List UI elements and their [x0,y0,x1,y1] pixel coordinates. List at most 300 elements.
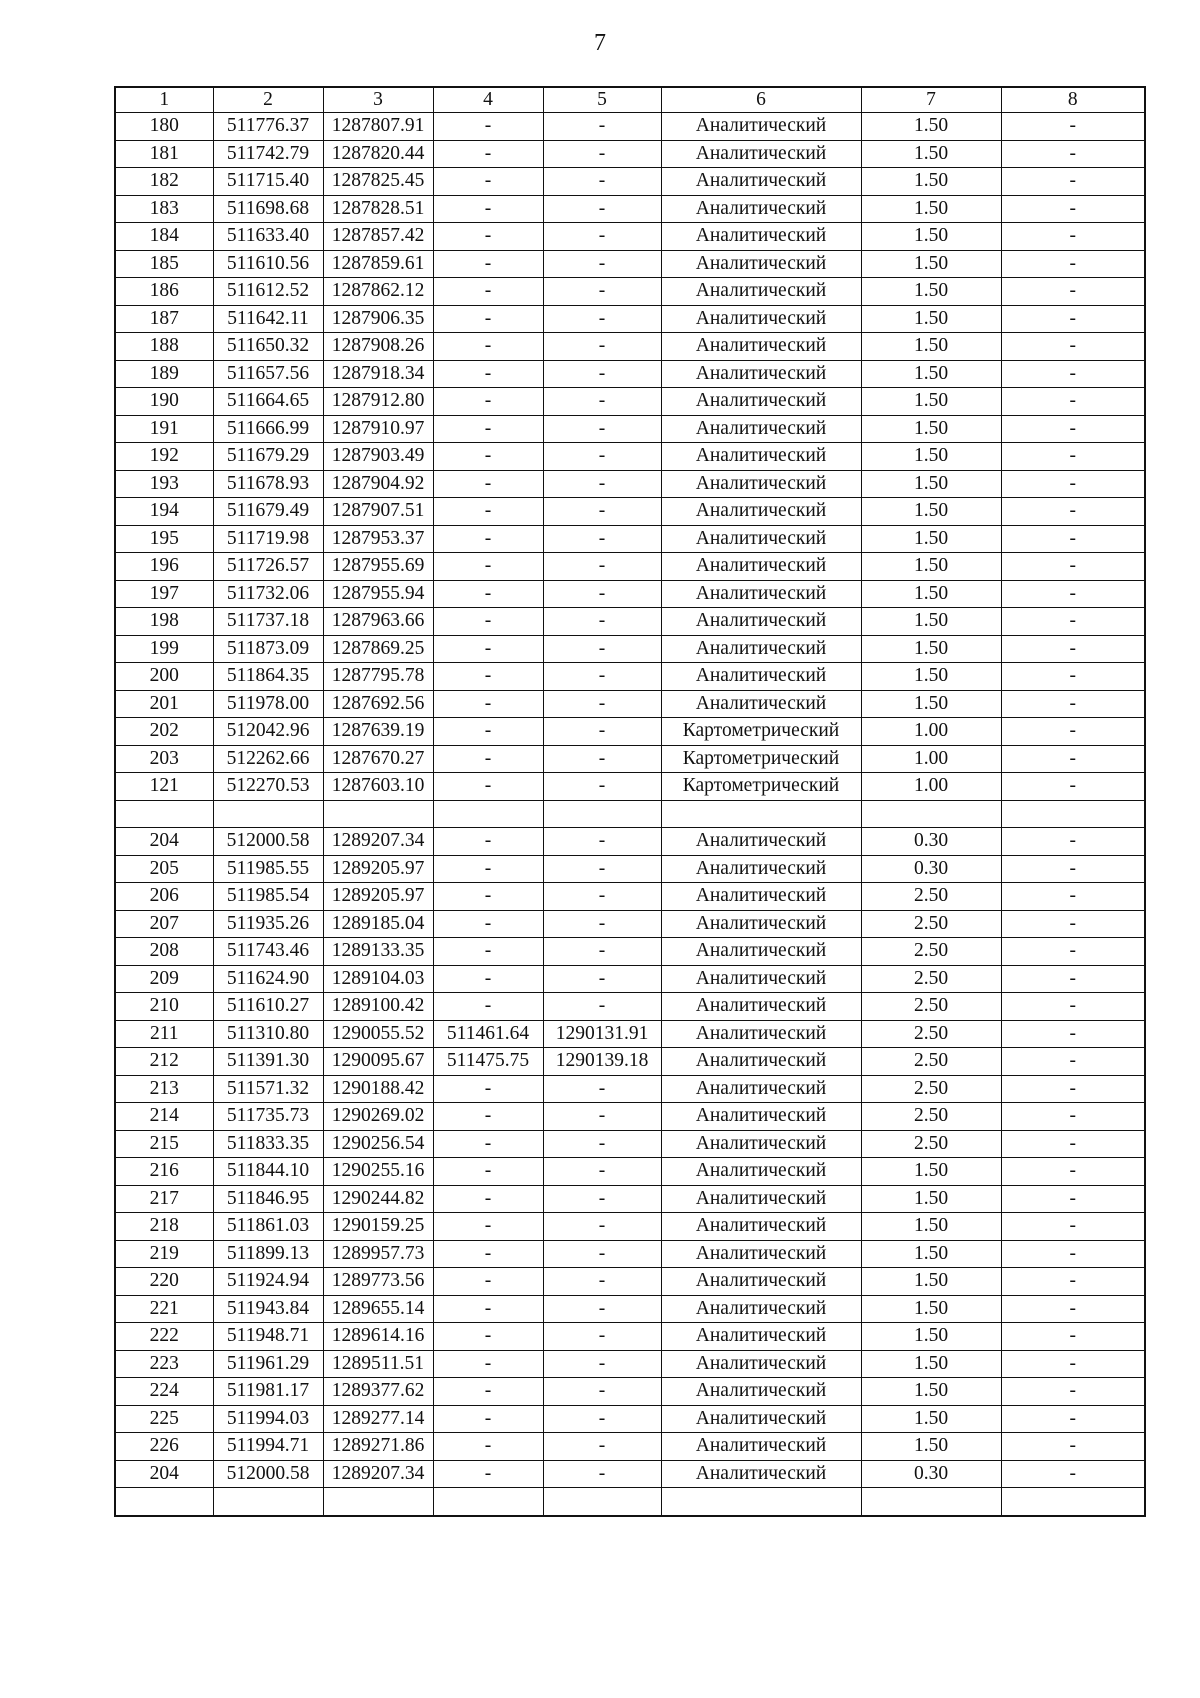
table-cell-col-5: - [543,690,661,718]
table-cell-col-4: - [433,553,543,581]
table-cell-col-2: 511610.56 [213,250,323,278]
table-cell-col-3: 1289205.97 [323,855,433,883]
table-cell-col-2: 511961.29 [213,1350,323,1378]
table-cell-col-7: 1.50 [861,388,1001,416]
table-cell-col-7: 1.50 [861,223,1001,251]
table-cell-col-8: - [1001,1130,1145,1158]
table-row [115,498,1145,526]
table-cell-col-4: - [433,113,543,141]
table-cell-col-4: - [433,663,543,691]
table-cell-col-6: Аналитический [661,470,861,498]
table-cell-col-7 [861,1488,1001,1516]
table-row [115,305,1145,333]
table-cell-col-6: Аналитический [661,1158,861,1186]
table-cell-col-1: 215 [115,1130,213,1158]
table-cell-col-6: Аналитический [661,113,861,141]
table-cell-col-3: 1287862.12 [323,278,433,306]
table-cell-col-4: - [433,470,543,498]
table-cell-col-3: 1287692.56 [323,690,433,718]
table-cell-col-2: 511642.11 [213,305,323,333]
table-cell-col-4: - [433,608,543,636]
table-cell-col-8: - [1001,415,1145,443]
table-cell-col-3: 1287859.61 [323,250,433,278]
table-cell-col-8: - [1001,195,1145,223]
table-cell-col-7: 1.50 [861,360,1001,388]
table-row [115,938,1145,966]
table-cell-col-5: - [543,470,661,498]
table-cell-col-8: - [1001,1103,1145,1131]
table-row [115,1075,1145,1103]
table-cell-col-7: 1.50 [861,1405,1001,1433]
table-cell-col-1: 182 [115,168,213,196]
table-cell-col-1: 185 [115,250,213,278]
table-cell-col-6: Аналитический [661,1350,861,1378]
table-row [115,1488,1145,1516]
coordinates-table [114,86,1146,1517]
table-cell-col-4: - [433,1323,543,1351]
table-cell-col-5: - [543,608,661,636]
table-cell-col-4: - [433,718,543,746]
table-cell-col-3: 1289277.14 [323,1405,433,1433]
table-row [115,1460,1145,1488]
table-cell-col-3: 1287907.51 [323,498,433,526]
table-cell-col-1: 187 [115,305,213,333]
table-cell-col-8: - [1001,388,1145,416]
table-cell-col-8: - [1001,690,1145,718]
table-row [115,745,1145,773]
table-cell-col-8: - [1001,1268,1145,1296]
table-cell-col-8: - [1001,773,1145,801]
table-row [115,443,1145,471]
table-cell-col-7: 1.50 [861,1350,1001,1378]
table-row [115,1130,1145,1158]
table-cell-col-1: 186 [115,278,213,306]
table-cell-col-2: 512262.66 [213,745,323,773]
table-cell-col-8 [1001,1488,1145,1516]
table-cell-col-7: 1.50 [861,443,1001,471]
table-cell-col-2 [213,800,323,828]
table-cell-col-4: - [433,580,543,608]
table-cell-col-1: 207 [115,910,213,938]
table-cell-col-2: 511846.95 [213,1185,323,1213]
table-cell-col-2: 511391.30 [213,1048,323,1076]
table-cell-col-6: Аналитический [661,140,861,168]
table-cell-col-6: Аналитический [661,415,861,443]
table-cell-col-4: - [433,498,543,526]
table-cell-col-3: 1289104.03 [323,965,433,993]
column-header-2: 2 [213,87,323,113]
table-cell-col-3: 1289614.16 [323,1323,433,1351]
table-cell-col-3: 1289100.42 [323,993,433,1021]
table-cell-col-6: Аналитический [661,1460,861,1488]
table-cell-col-5: - [543,773,661,801]
table-row [115,718,1145,746]
table-cell-col-8: - [1001,580,1145,608]
table-row [115,278,1145,306]
table-cell-col-8: - [1001,113,1145,141]
table-cell-col-3: 1289271.86 [323,1433,433,1461]
table-cell-col-7: 1.50 [861,1295,1001,1323]
table-cell-col-6: Аналитический [661,828,861,856]
table-cell-col-5: - [543,580,661,608]
table-cell-col-1: 204 [115,1460,213,1488]
table-cell-col-5: - [543,828,661,856]
table-cell-col-7: 1.50 [861,333,1001,361]
table-cell-col-5: - [543,388,661,416]
table-cell-col-7: 1.50 [861,1158,1001,1186]
table-cell-col-5: - [543,1130,661,1158]
table-cell-col-3: 1289133.35 [323,938,433,966]
table-cell-col-3: 1290055.52 [323,1020,433,1048]
table-cell-col-7: 1.50 [861,608,1001,636]
table-cell-col-2: 512000.58 [213,828,323,856]
column-header-6: 6 [661,87,861,113]
table-cell-col-5: - [543,1323,661,1351]
table-cell-col-5: - [543,938,661,966]
table-cell-col-5: - [543,553,661,581]
table-cell-col-5: - [543,168,661,196]
table-cell-col-8: - [1001,1075,1145,1103]
table-cell-col-4: - [433,938,543,966]
table-cell-col-2: 511657.56 [213,360,323,388]
table-cell-col-8: - [1001,993,1145,1021]
table-cell-col-2: 511981.17 [213,1378,323,1406]
table-cell-col-7: 1.50 [861,140,1001,168]
table-cell-col-4 [433,1488,543,1516]
table-cell-col-2: 511679.29 [213,443,323,471]
table-cell-col-1: 211 [115,1020,213,1048]
table-cell-col-5: - [543,1460,661,1488]
table-cell-col-8: - [1001,1405,1145,1433]
table-cell-col-1: 208 [115,938,213,966]
table-cell-col-8: - [1001,1295,1145,1323]
table-cell-col-4: - [433,388,543,416]
table-cell-col-2: 511985.54 [213,883,323,911]
table-cell-col-5: - [543,223,661,251]
table-cell-col-6: Аналитический [661,608,861,636]
table-cell-col-1: 188 [115,333,213,361]
table-cell-col-6: Аналитический [661,1103,861,1131]
table-cell-col-2: 511310.80 [213,1020,323,1048]
table-cell-col-7 [861,800,1001,828]
table-cell-col-6: Аналитический [661,1240,861,1268]
table-cell-col-5: - [543,415,661,443]
table-cell-col-1: 121 [115,773,213,801]
table-row [115,1350,1145,1378]
table-cell-col-7: 1.50 [861,525,1001,553]
table-cell-col-4: - [433,195,543,223]
table-cell-col-1: 225 [115,1405,213,1433]
table-cell-col-4: - [433,140,543,168]
table-cell-col-5: - [543,663,661,691]
table-cell-col-6: Картометрический [661,718,861,746]
table-cell-col-5: - [543,250,661,278]
table-cell-col-7: 1.50 [861,195,1001,223]
table-cell-col-1: 204 [115,828,213,856]
table-cell-col-4: - [433,1295,543,1323]
table-cell-col-1: 181 [115,140,213,168]
table-row [115,690,1145,718]
table-cell-col-8 [1001,800,1145,828]
table-cell-col-1: 214 [115,1103,213,1131]
table-cell-col-3: 1287918.34 [323,360,433,388]
table-cell-col-1: 183 [115,195,213,223]
table-cell-col-4: - [433,333,543,361]
table-cell-col-6: Аналитический [661,168,861,196]
table-cell-col-7: 1.00 [861,745,1001,773]
table-row [115,1295,1145,1323]
table-cell-col-5: - [543,993,661,1021]
table-cell-col-1: 205 [115,855,213,883]
table-row [115,250,1145,278]
table-cell-col-6: Аналитический [661,1295,861,1323]
table-cell-col-1: 200 [115,663,213,691]
table-cell-col-5 [543,800,661,828]
table-row [115,1405,1145,1433]
table-cell-col-2: 511844.10 [213,1158,323,1186]
table-cell-col-8: - [1001,1433,1145,1461]
table-cell-col-4: - [433,1460,543,1488]
table-cell-col-1: 189 [115,360,213,388]
table-cell-col-4: - [433,1405,543,1433]
table-cell-col-1: 202 [115,718,213,746]
table-cell-col-5: - [543,855,661,883]
table-cell-col-7: 1.50 [861,415,1001,443]
table-cell-col-8: - [1001,855,1145,883]
table-row [115,1048,1145,1076]
table-cell-col-8: - [1001,745,1145,773]
table-cell-col-1: 209 [115,965,213,993]
table-cell-col-5: - [543,305,661,333]
table-cell-col-7: 2.50 [861,1103,1001,1131]
table-cell-col-6: Аналитический [661,443,861,471]
table-cell-col-8: - [1001,1158,1145,1186]
table-cell-col-5: - [543,498,661,526]
table-cell-col-7: 0.30 [861,1460,1001,1488]
table-row [115,470,1145,498]
table-cell-col-1: 198 [115,608,213,636]
table-row [115,828,1145,856]
table-cell-col-1: 203 [115,745,213,773]
column-header-7: 7 [861,87,1001,113]
table-cell-col-7: 1.50 [861,635,1001,663]
table-cell-col-4: - [433,910,543,938]
table-row [115,1213,1145,1241]
table-cell-col-7: 2.50 [861,910,1001,938]
table-cell-col-7: 2.50 [861,1048,1001,1076]
table-cell-col-4: - [433,415,543,443]
table-cell-col-7: 1.50 [861,1240,1001,1268]
table-cell-col-5: - [543,635,661,663]
table-cell-col-8: - [1001,443,1145,471]
table-cell-col-4: - [433,1378,543,1406]
table-cell-col-5: - [543,1268,661,1296]
table-cell-col-6: Аналитический [661,498,861,526]
table-cell-col-4: - [433,1075,543,1103]
table-row [115,1433,1145,1461]
table-cell-col-2: 511624.90 [213,965,323,993]
table-cell-col-2: 511679.49 [213,498,323,526]
table-row [115,773,1145,801]
page-number: 7 [594,30,606,56]
table-row [115,333,1145,361]
table-cell-col-6: Аналитический [661,690,861,718]
table-cell-col-7: 1.00 [861,718,1001,746]
table-cell-col-2: 511732.06 [213,580,323,608]
table-cell-col-3: 1289957.73 [323,1240,433,1268]
table-cell-col-5: - [543,1350,661,1378]
table-cell-col-3: 1289773.56 [323,1268,433,1296]
table-cell-col-3: 1287910.97 [323,415,433,443]
table-cell-col-5: - [543,745,661,773]
table-cell-col-2: 511899.13 [213,1240,323,1268]
table-cell-col-8: - [1001,498,1145,526]
table-cell-col-1: 191 [115,415,213,443]
table-cell-col-3: 1287955.69 [323,553,433,581]
table-cell-col-1 [115,800,213,828]
table-row [115,1378,1145,1406]
table-cell-col-5: - [543,525,661,553]
table-cell-col-3: 1287603.10 [323,773,433,801]
table-cell-col-6: Аналитический [661,360,861,388]
table-cell-col-1: 184 [115,223,213,251]
table-cell-col-3: 1290269.02 [323,1103,433,1131]
table-cell-col-4: - [433,1240,543,1268]
table-cell-col-4: - [433,993,543,1021]
table-cell-col-8: - [1001,718,1145,746]
table-cell-col-3: 1287828.51 [323,195,433,223]
table-cell-col-4: - [433,278,543,306]
table-cell-col-3: 1287670.27 [323,745,433,773]
table-cell-col-1: 226 [115,1433,213,1461]
table-cell-col-6: Аналитический [661,1405,861,1433]
table-cell-col-7: 2.50 [861,965,1001,993]
table-cell-col-2: 511833.35 [213,1130,323,1158]
table-cell-col-1: 210 [115,993,213,1021]
table-cell-col-6: Аналитический [661,635,861,663]
table-cell-col-7: 2.50 [861,938,1001,966]
table-cell-col-7: 1.00 [861,773,1001,801]
table-row [115,580,1145,608]
table-cell-col-1: 212 [115,1048,213,1076]
column-header-5: 5 [543,87,661,113]
table-cell-col-6: Аналитический [661,663,861,691]
table-cell-col-4: - [433,223,543,251]
table-cell-col-4: - [433,1185,543,1213]
table-cell-col-6 [661,800,861,828]
table-cell-col-1: 220 [115,1268,213,1296]
table-cell-col-5: - [543,1158,661,1186]
table-cell-col-4: - [433,1268,543,1296]
table-row [115,1103,1145,1131]
table-cell-col-3: 1287903.49 [323,443,433,471]
table-cell-col-8: - [1001,883,1145,911]
table-cell-col-7: 1.50 [861,1185,1001,1213]
table-cell-col-7: 1.50 [861,498,1001,526]
table-cell-col-5: - [543,1213,661,1241]
table-cell-col-6: Аналитический [661,278,861,306]
table-cell-col-5: - [543,1103,661,1131]
table-cell-col-4: - [433,773,543,801]
table-cell-col-3: 1287869.25 [323,635,433,663]
table-row [115,195,1145,223]
table-cell-col-4: - [433,1213,543,1241]
table-cell-col-8: - [1001,1378,1145,1406]
table-cell-col-1: 197 [115,580,213,608]
table-cell-col-8: - [1001,360,1145,388]
table-cell-col-2: 511735.73 [213,1103,323,1131]
table-cell-col-6: Аналитический [661,1020,861,1048]
table-cell-col-6: Аналитический [661,910,861,938]
table-cell-col-1: 201 [115,690,213,718]
table-cell-col-2: 511776.37 [213,113,323,141]
table-cell-col-1: 218 [115,1213,213,1241]
table-cell-col-3: 1290095.67 [323,1048,433,1076]
table-cell-col-7: 1.50 [861,250,1001,278]
table-cell-col-6: Аналитический [661,1323,861,1351]
table-cell-col-2: 511610.27 [213,993,323,1021]
table-cell-col-2: 511715.40 [213,168,323,196]
table-cell-col-5: - [543,1433,661,1461]
table-cell-col-7: 1.50 [861,580,1001,608]
table-cell-col-1: 217 [115,1185,213,1213]
table-cell-col-1: 192 [115,443,213,471]
table-cell-col-4: - [433,690,543,718]
table-row [115,1185,1145,1213]
table-row [115,1240,1145,1268]
table-cell-col-7: 1.50 [861,278,1001,306]
table-cell-col-4: - [433,1350,543,1378]
table-row [115,1020,1145,1048]
table-cell-col-1: 196 [115,553,213,581]
table-row [115,140,1145,168]
table-cell-col-3: 1289377.62 [323,1378,433,1406]
table-cell-col-5: - [543,443,661,471]
table-cell-col-2: 511924.94 [213,1268,323,1296]
table-cell-col-7: 1.50 [861,305,1001,333]
table-cell-col-2: 511571.32 [213,1075,323,1103]
table-cell-col-3: 1287955.94 [323,580,433,608]
table-cell-col-2: 512270.53 [213,773,323,801]
table-cell-col-4: - [433,1433,543,1461]
table-cell-col-1: 180 [115,113,213,141]
table-cell-col-4: - [433,168,543,196]
table-cell-col-7: 1.50 [861,1433,1001,1461]
table-row [115,525,1145,553]
table-cell-col-6: Аналитический [661,855,861,883]
table-cell-col-6: Аналитический [661,195,861,223]
table-cell-col-5: - [543,1185,661,1213]
table-cell-col-2: 511978.00 [213,690,323,718]
table-cell-col-6: Аналитический [661,525,861,553]
table-cell-col-2: 511861.03 [213,1213,323,1241]
table-cell-col-7: 1.50 [861,1378,1001,1406]
table-cell-col-8: - [1001,663,1145,691]
table-cell-col-4: - [433,1158,543,1186]
table-cell-col-5: - [543,195,661,223]
table-cell-col-4: - [433,965,543,993]
table-row [115,965,1145,993]
table-cell-col-3: 1287795.78 [323,663,433,691]
table-cell-col-6: Аналитический [661,1185,861,1213]
table-cell-col-6: Аналитический [661,993,861,1021]
table-cell-col-6: Аналитический [661,223,861,251]
table-cell-col-6: Аналитический [661,388,861,416]
table-cell-col-8: - [1001,938,1145,966]
table-cell-col-1: 219 [115,1240,213,1268]
table-cell-col-6: Аналитический [661,1130,861,1158]
table-cell-col-7: 1.50 [861,690,1001,718]
